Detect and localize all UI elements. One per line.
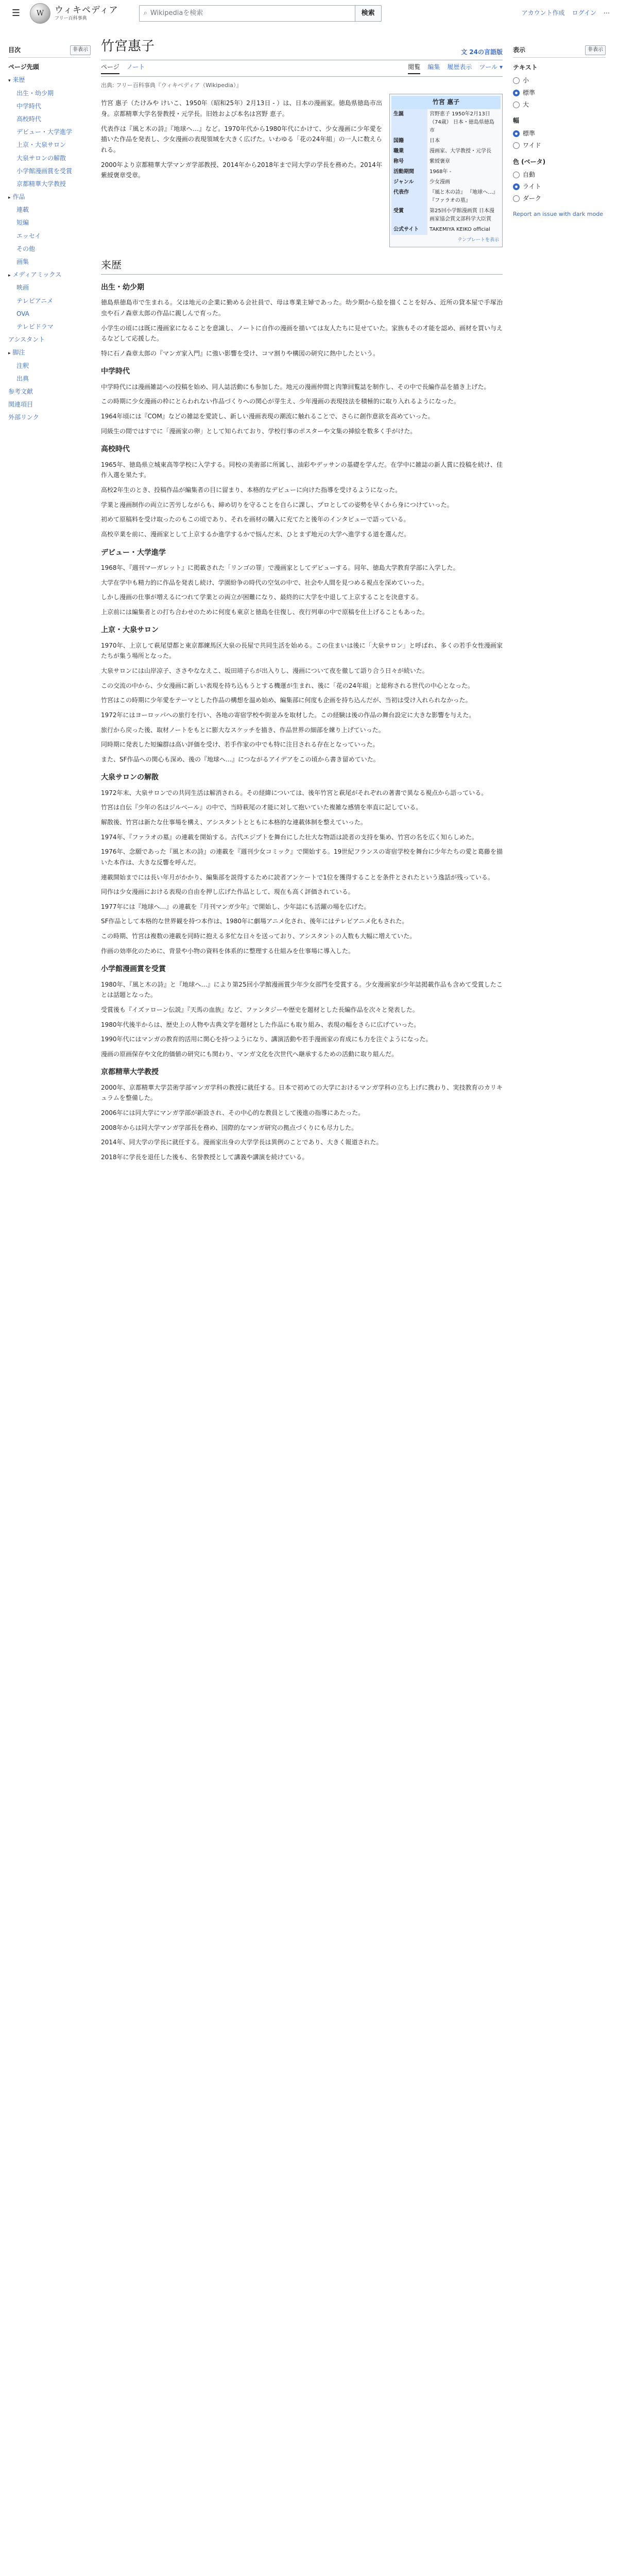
infobox-key: 国籍 [391,136,427,146]
infobox-row [391,177,501,188]
section-paragraph: 2006年には同大学にマンガ学部が新設され、その中心的な教員として後進の指導にあたった。 [101,1109,365,1117]
toc-item-label: 大泉サロンの解散 [16,154,66,162]
lead-paragraph: 2000年より京都精華大学マンガ学部教授、2014年から2018年まで同大学の学長を務めた。2014年紫綬褒章受章。 [101,161,382,179]
search-button[interactable]: 検索 [355,5,382,22]
toc-item-label: 関連項目 [8,401,33,409]
appearance-header [513,45,606,58]
namespace-tabs [101,62,145,76]
text-size-section [513,63,606,111]
main-menu-icon[interactable]: ☰ [11,7,21,19]
section-paragraph: 高校2年生のとき、投稿作品が編集者の目に留まり、本格的なデビューに向けた指導を受けるようになった。 [101,486,402,494]
infobox-key: 公式サイト [391,225,427,235]
color-options [513,169,606,205]
section-paragraph: 中学時代には漫画雑誌への投稿を始め、同人誌活動にも参加した。地元の漫画仲間と肉筆回覧誌を制作し、その中で長編作品を描き上げた。 [101,383,490,391]
section-heading: 来歴 [101,257,503,275]
infobox-row [391,157,501,167]
toc-item[interactable] [8,87,91,100]
toc-toggle-icon[interactable]: ▸ [8,273,11,279]
radio-button[interactable] [513,183,520,190]
toc-item-label: 映画 [16,284,29,292]
toc-item[interactable] [8,268,91,281]
section-paragraph: 学業と漫画制作の両立に苦労しながらも、締め切りを守ることを自らに課し、プロとしての姿勢を早くから身につけていった。 [101,501,453,509]
infobox-value: 1968年 - [430,168,452,175]
toc-hide-button[interactable]: 非表示 [70,45,91,55]
article-sections [101,257,503,1163]
toc-item-label: 来歴 [12,76,25,84]
radio-label: 自動 [523,171,536,178]
toc-item-label: テレビアニメ [16,297,54,304]
search-form [139,5,382,22]
infobox-value: 紫綬褒章 [430,158,450,164]
radio-button[interactable] [513,142,520,149]
section-paragraph: 竹宮はこの時期に少年愛をテーマとした作品の構想を温め始め、編集部に何度も企画を持ち込んだが、当初は受け入れられなかった。 [101,697,472,704]
section-paragraph: しかし漫画の仕事が増えるにつれて学業との両立が困難になり、最終的に大学を中退して上京することを決意する。 [101,594,422,601]
color-section [513,157,606,205]
toc-item-label: 作品 [12,193,25,201]
section-paragraph: 作画の効率化のために、背景や小物の資料を体系的に整理する仕組みを仕事場に導入した。 [101,947,355,955]
section-paragraph: 上京前には編集者との打ち合わせのために何度も東京と徳島を往復し、夜行列車の中で原稿を仕上げることもあった。 [101,608,428,616]
radio-label: 標準 [523,89,536,96]
search-placeholder: Wikipediaを検索 [150,9,203,17]
toc-item[interactable] [8,398,91,411]
toc-toggle-icon[interactable]: ▾ [8,78,11,84]
toc-item[interactable] [8,360,91,372]
lead-paragraph: 代表作は『風と木の詩』『地球へ…』など。1970年代から1980年代にかけて、少女漫画に少年愛を描いた作品を発表し、少女漫画の表現領域を大きく広げた。いわゆる「花の24年組」の一人に数えられる。 [101,125,382,154]
toc-item[interactable] [8,165,91,178]
section-paragraph: 1970年、上京して萩尾望都と東京都練馬区大泉の長屋で共同生活を始める。この住まいは後に「大泉サロン」と呼ばれ、多くの若手女性漫画家たちが集う場所となった。 [101,641,503,660]
text-size-options [513,75,606,111]
toc-item-label: エッセイ [16,232,41,240]
toc-toggle-icon[interactable]: ▸ [8,195,11,201]
radio-button[interactable] [513,172,520,178]
toc-item[interactable] [8,204,91,216]
radio-option[interactable] [513,99,606,111]
search-icon: ⌕ [143,9,147,17]
infobox-value: 少女漫画 [430,179,450,185]
toc-item[interactable] [8,372,91,385]
radio-label: ライト [523,182,541,190]
section-paragraph: 2000年、京都精華大学芸術学部マンガ学科の教授に就任する。日本で初めての大学におけるマンガ学科の立ち上げに携わり、実技教育のカリキュラムを整備した。 [101,1083,503,1102]
toc-item[interactable] [8,256,91,268]
section-paragraph: 1977年には『地球へ…』の連載を『月刊マンガ少年』で開始し、少年誌にも活躍の場を広げた。 [101,903,370,910]
toc-item[interactable] [8,308,91,320]
toc-item-label: 外部リンク [8,414,39,421]
toc-item[interactable] [8,243,91,256]
toc-item[interactable] [8,74,91,87]
site-header [0,0,618,27]
subsection-heading: 中学時代 [101,367,130,376]
toc-list [8,61,91,424]
radio-option[interactable] [513,193,606,205]
toc-item-label: 小学館漫画賞を受賞 [16,167,73,175]
more-options-icon[interactable]: ⋯ [604,9,610,16]
logo-text [55,5,118,21]
infobox-row [391,188,501,206]
toc-item[interactable] [8,61,91,74]
page-subtitle: 出典: フリー百科事典『ウィキペディア（Wikipedia）』 [101,81,242,89]
section-paragraph: 大学在学中も精力的に作品を発表し続け、学園紛争の時代の空気の中で、社会や人間を見つめる視点を深めていった。 [101,579,428,586]
toc-item[interactable] [8,320,91,333]
toc-item[interactable] [8,333,91,346]
toc-item-label: デビュー・大学進学 [16,128,73,136]
toc-item-label: 注釈 [16,362,29,369]
width-options [513,128,606,151]
lead-section [101,94,503,247]
section-paragraph: 竹宮は自伝『少年の名はジルベール』の中で、当時萩尾の才能に対して抱いていた複雑な感情を率直に記している。 [101,804,422,811]
logo-tagline: フリー百科事典 [55,15,87,21]
view-tab[interactable]: 編集 [427,63,440,71]
lead-paragraph: 竹宮 惠子（たけみや けいこ、1950年（昭和25年）2月13日 - ）は、日本の漫画家。徳島県徳島市出身。京都精華大学名誉教授・元学長。旧姓および本名は宮野 恵子。 [101,99,382,117]
toc-item[interactable] [8,191,91,204]
section-paragraph: 小学生の頃には既に漫画家になることを意識し、ノートに自作の漫画を描いては友人たちに見せていた。家族もその才能を認め、画材を買い与えるなどして応援した。 [101,324,503,343]
infobox-value: 漫画家、大学教授・元学長 [430,148,491,154]
infobox-row [391,225,501,235]
infobox-value: TAKEMIYA KEIKO official [430,226,490,232]
infobox-row [391,167,501,177]
toc-title: 目次 [8,46,21,54]
toc-item-label: 脚注 [12,349,25,357]
dark-mode-report-text[interactable]: Report an issue with dark mode [513,211,604,218]
toc-item-label: 出生・幼少期 [16,89,54,97]
infobox-table [391,109,501,235]
section-paragraph: 1972年にはヨーロッパへの旅行を行い、各地の寄宿学校や街並みを取材した。この経験は後の作品の舞台設定に大きな影響を与えた。 [101,711,475,719]
section-paragraph: 1980年代後半からは、歴史上の人物や古典文学を題材とした作品にも取り組み、表現の幅をさらに広げていった。 [101,1021,420,1028]
section-paragraph: SF作品として本格的な世界観を持つ本作は、1980年に劇場アニメ化され、後年にはテレビアニメ化もされた。 [101,918,408,925]
section-paragraph: 2018年に学長を退任した後も、名誉教授として講義や講演を続けている。 [101,1153,308,1161]
text-size-label: テキスト [513,64,538,72]
namespace-tab[interactable]: ノート [126,63,145,71]
title-row [101,36,503,60]
search-input[interactable] [139,5,355,22]
page-title: 竹宮惠子 [101,39,155,54]
appearance-hide-button[interactable]: 非表示 [585,45,606,55]
toc-item[interactable] [8,113,91,126]
radio-option[interactable] [513,140,606,151]
view-tab[interactable]: 履歴表示 [447,63,472,71]
section-paragraph: この交流の中から、少女漫画に新しい表現を持ち込もうとする機運が生まれ、後に「花の24年組」と総称される世代の中心となった。 [101,682,474,689]
infobox-title: 竹宮 惠子 [391,96,501,109]
toc-item-label: 高校時代 [16,115,42,123]
radio-option[interactable] [513,75,606,87]
section-paragraph: 2008年からは同大学マンガ学部長を務め、国際的なマンガ研究の拠点づくりにも尽力した。 [101,1124,358,1131]
section-paragraph: 連載開始までには長い年月がかかり、編集部を説得するために読者アンケートで1位を獲得することを条件とされたという逸話が残っている。 [101,873,494,881]
subsection-heading: 京都精華大学教授 [101,1068,159,1077]
infobox-row [391,146,501,157]
width-section [513,116,606,152]
section-paragraph: 特に石ノ森章太郎の『マンガ家入門』に強い影響を受け、コマ割りや構図の研究に熱中したという。 [101,349,380,357]
toc-toggle-icon[interactable]: ▸ [8,351,11,357]
toc-item[interactable] [8,230,91,243]
infobox-key: ジャンル [391,177,427,188]
toc-item[interactable] [8,139,91,151]
infobox-key: 代表作 [391,188,427,206]
infobox-key: 活動期間 [391,167,427,177]
toc-item-label: 出典 [16,375,29,382]
subsection-heading: 小学館漫画賞を受賞 [101,965,166,974]
section-paragraph: 解散後、竹宮は新たな仕事場を構え、アシスタントとともに本格的な連載体制を整えていった。 [101,819,367,826]
section-paragraph: 1990年代にはマンガの教育的活用に関心を持つようになり、講演活動や若手漫画家の育成にも力を注ぐようになった。 [101,1036,432,1043]
toc-item-label: 参考文献 [8,387,33,395]
infobox-key: 職業 [391,146,427,157]
infobox-value: 第25回小学館漫画賞 日本漫画家協会賞文部科学大臣賞 [430,208,494,222]
toc-item[interactable] [8,126,91,139]
radio-button[interactable] [513,195,520,202]
section-paragraph: 旅行から戻った後、取材ノートをもとに膨大なスケッチを描き、作品世界の細部を練り上げていった。 [101,726,385,734]
infobox-value: 宮野恵子 1950年2月13日（74歳） 日本・徳島県徳島市 [430,111,494,133]
dark-mode-report-link[interactable] [513,210,606,219]
infobox-value: 『風と木の詩』 『地球へ…』 『ファラオの墓』 [430,189,499,204]
toc-item[interactable] [8,346,91,359]
logo-name: ウィキペディア [55,5,118,16]
section-paragraph: 2014年、同大学の学長に就任する。漫画家出身の大学学長は異例のことであり、大きく報道された。 [101,1139,383,1146]
create-account-link[interactable]: アカウント作成 [521,9,565,16]
radio-label: 小 [523,77,529,84]
toc-item-label: 上京・大泉サロン [16,141,66,149]
radio-button[interactable] [513,130,520,137]
toc-item-label: テレビドラマ [16,323,54,330]
radio-button[interactable] [513,90,520,96]
page-tabs [101,62,503,77]
toc-item-label: 連載 [16,206,29,214]
radio-button[interactable] [513,101,520,108]
infobox-key: 称号 [391,157,427,167]
login-link[interactable]: ログイン [572,9,596,16]
radio-label: ワイド [523,142,541,149]
section-paragraph: 1980年、『風と木の詩』と『地球へ…』により第25回小学館漫画賞少年少女部門を受賞する。少女漫画家が少年誌掲載作品も含めて受賞したことは話題となった。 [101,980,503,999]
toc-item[interactable] [8,152,91,165]
section-paragraph: この時期、竹宮は複数の連載を同時に抱える多忙な日々を送っており、アシスタントの人数も大幅に増えていた。 [101,933,416,940]
wikipedia-globe-icon [30,3,50,24]
table-of-contents [8,45,91,424]
section-paragraph: 同作は少女漫画における表現の自由を押し広げた作品として、現在も高く評価されている。 [101,888,354,896]
infobox-key: 受賞 [391,206,427,225]
section-paragraph: 受賞後も『イズァローン伝説』『天馬の血族』など、ファンタジーや歴史を題材とした長編作品を次々と発表した。 [101,1006,419,1013]
toc-item[interactable] [8,281,91,294]
infobox-row [391,109,501,136]
section-paragraph: 漫画の原画保存や文化的価値の研究にも関わり、マンガ文化を次世代へ継承するための活動に取り組んだ。 [101,1050,398,1058]
view-tab[interactable]: ツール ▾ [479,63,503,71]
infobox-row [391,136,501,146]
section-paragraph: 1976年、念願であった『風と木の詩』の連載を『週刊少女コミック』で開始する。19世紀フランスの寄宿学校を舞台に少年たちの愛と葛藤を描いた本作は、大きな反響を呼んだ。 [101,848,503,866]
width-label: 幅 [513,116,520,124]
toc-item-label: 短編 [16,219,29,227]
section-paragraph: また、SF作品への関心も深め、後の『地球へ…』につながるアイデアをこの頃から書き留めていた。 [101,755,380,763]
infobox [389,94,503,247]
section-paragraph: 高校卒業を前に、漫画家として上京するか進学するかで悩んだ末、ひとまず地元の大学へ進学する道を選んだ。 [101,530,410,538]
site-logo[interactable] [30,3,118,24]
language-button[interactable]: 文 24の言語版 [461,48,503,56]
toc-item[interactable] [8,411,91,424]
section-paragraph: 大泉サロンには山岸凉子、ささやななえこ、坂田靖子らが出入りし、漫画について夜を徹して語り合う日々が続いた。 [101,667,428,675]
subsection-heading: デビュー・大学進学 [101,548,166,557]
radio-option[interactable] [513,128,606,140]
section-paragraph: 1972年末、大泉サロンでの共同生活は解消される。その経緯については、後年竹宮と萩尾がそれぞれの著書で異なる視点から語っている。 [101,789,488,796]
section-paragraph: 1965年、徳島県立城東高等学校に入学する。同校の美術部に所属し、油彩やデッサンの基礎を学んだ。在学中に雑誌の新人賞に投稿を続け、佳作入選を果たす。 [101,461,503,479]
lead-text [101,94,382,247]
toc-item[interactable] [8,178,91,191]
color-label: 色 (ベータ) [513,158,546,165]
radio-button[interactable] [513,77,520,84]
logo-glyph: W [36,9,44,18]
section-paragraph: 1968年、『週刊マーガレット』に掲載された「リンゴの罪」で漫画家としてデビューする。同年、徳島大学教育学部に入学した。 [101,564,459,571]
subsection-heading: 高校時代 [101,445,130,454]
toc-item[interactable] [8,385,91,398]
subsection-heading: 出生・幼少期 [101,283,144,292]
toc-item-label: 京都精華大学教授 [16,180,66,188]
view-tabs [408,62,503,76]
toc-item-label: OVA [16,310,29,317]
section-paragraph: この時期に少女漫画の枠にとらわれない作品づくりへの関心が芽生え、少年漫画の表現技法を積極的に取り入れるようになった。 [101,398,460,405]
subsection-heading: 上京・大泉サロン [101,626,159,635]
section-paragraph: 徳島県徳島市で生まれる。父は地元の企業に勤める会社員で、母は専業主婦であった。幼少期から絵を描くことを好み、近所の貸本屋で手塚治虫や石ノ森章太郎の作品に親しんで育った。 [101,299,503,317]
radio-label: ダーク [523,195,542,202]
section-paragraph: 同級生の間ではすでに「漫画家の卵」として知られており、学校行事のポスターや文集の挿絵を数多く手がけた。 [101,427,417,435]
infobox-key: 生誕 [391,109,427,136]
infobox-template-link[interactable]: テンプレートを表示 [457,237,499,243]
subsection-heading: 大泉サロンの解散 [101,773,159,782]
section-paragraph: 1964年頃には『COM』などの雑誌を愛読し、新しい漫画表現の潮流に触れることで、さらに創作意欲を高めていった。 [101,413,434,420]
appearance-title: 表示 [513,46,526,54]
appearance-panel [513,45,606,219]
radio-option[interactable] [513,181,606,193]
user-links [522,8,610,18]
toc-item[interactable] [8,295,91,308]
infobox-value: 日本 [430,138,440,144]
section-paragraph: 1974年、『ファラオの墓』の連載を開始する。古代エジプトを舞台にした壮大な物語は読者の支持を集め、竹宮の名を広く知らしめた。 [101,833,478,841]
article-content [101,36,503,1163]
section-paragraph: 同時期に発表した短編群は高い評価を受け、若手作家の中でも特に注目される存在となっていった。 [101,741,379,749]
toc-item-label: アシスタント [8,336,45,344]
toc-item-label: メディアミックス [12,271,62,279]
infobox-row [391,206,501,225]
toc-item-label: その他 [16,245,36,252]
radio-label: 大 [523,100,529,108]
toc-item[interactable] [8,216,91,229]
radio-label: 標準 [523,130,536,138]
namespace-tab[interactable]: ページ [101,62,119,74]
radio-option[interactable] [513,169,606,181]
toc-item[interactable] [8,100,91,113]
toc-item-label: 画集 [16,258,29,265]
toc-item-label: ページ先頭 [8,63,39,71]
section-paragraph: 初めて原稿料を受け取ったのもこの頃であり、それを画材の購入に充てたと後年のインタビューで語っている。 [101,516,410,523]
radio-option[interactable] [513,87,606,99]
view-tab[interactable]: 閲覧 [408,62,420,74]
toc-item-label: 中学時代 [16,102,42,110]
toc-header [8,45,91,58]
